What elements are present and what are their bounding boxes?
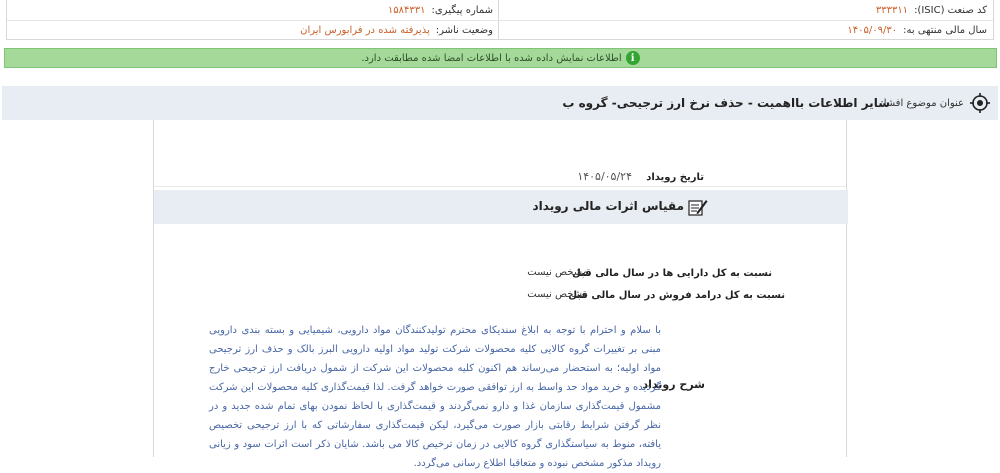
event-date-row	[152, 170, 846, 190]
info-table	[6, 0, 994, 40]
divider	[154, 186, 846, 187]
event-date-value: ۱۴۰۵/۰۵/۲۴	[577, 170, 632, 183]
fiscal-year-field	[499, 20, 987, 40]
tracking-number-field	[5, 0, 493, 20]
publisher-status-label: وضعیت ناشر:	[435, 24, 493, 36]
subject-title: سایر اطلاعات بااهمیت - حذف نرخ ارز ترجیحی- گروه ب	[562, 96, 890, 110]
event-panel	[153, 120, 847, 469]
fiscal-year-label: سال مالی منتهی به:	[903, 24, 987, 36]
industry-code-field	[499, 0, 987, 20]
revenue-ratio-label: نسبت به کل درامد فروش در سال مالی قبل	[568, 290, 785, 301]
impact-section-title: مقیاس اثرات مالی رویداد	[532, 199, 684, 213]
event-date-label: تاریخ رویداد	[646, 172, 704, 183]
verification-alert	[4, 48, 997, 68]
tracking-number-label: شماره پیگیری:	[431, 4, 493, 16]
fiscal-year-value: ۱۴۰۵/۰۹/۳۰	[847, 24, 898, 36]
assets-ratio-value: مشخص نیست	[527, 267, 588, 278]
industry-code-value: ۳۳۳۳۱۱	[875, 4, 909, 16]
description-label: شرح رویداد	[642, 378, 705, 391]
target-icon	[970, 93, 990, 113]
industry-code-label: کد صنعت (ISIC):	[914, 4, 987, 16]
description-text: با سلام و احترام با توجه به ابلاغ سندیکای محترم تولیدکنندگان مواد دارویی، شیمیایی و بسته بندی دارویی مبنی بر تغییرات گروه کالایی کلیه محصولات شرکت تولید مواد اولیه دارویی البرز بالک و حذف ارز ترجیحی مواد اولیه؛ به استحضار می‌رساند هم اکنون کلیه محصولات این شرکت از شمول دریافت ارز ترجیحی خارج گردیده و خرید مواد حد واسط به ارز توافقی صورت خواهد گرفت. لذا قیمت‌گذاری کلیه محصولات این شرکت مشمول قیمت‌گذاری سازمان غذا و دارو نمی‌گردند و قیمت‌گذاری با لحاظ نمودن بهای تمام شده جدید و در نظر گرفتن شرایط رقابتی بازار صورت می‌گیرد، لیکن قیمت‌گذاری سفارشاتی که با ارز ترجیحی تخصیص یافته، منوط به سیاستگذاری گروه کالایی در زمان ترخیص کالا می باشد. شایان ذکر است اثرات سود و زیانی رویداد مذکور مشخص نبوده و متعاقبا اطلاع رسانی می‌گردد.	[209, 325, 661, 469]
publisher-status-value: پذیرفته شده در فرابورس ایران	[300, 24, 430, 36]
publisher-status-field	[5, 20, 493, 40]
subject-bar	[2, 86, 998, 120]
tracking-number-value: ۱۵۸۴۳۳۱	[387, 4, 426, 16]
subject-label: عنوان موضوع افشا:	[880, 97, 964, 109]
impact-section-header	[154, 190, 848, 224]
alert-text: اطلاعات نمایش داده شده با اطلاعات امضا شده مطابقت دارد.	[361, 52, 622, 64]
edit-note-icon	[688, 198, 708, 216]
assets-ratio-label: نسبت به کل دارایی ها در سال مالی قبل	[572, 268, 772, 279]
info-icon: i	[626, 51, 640, 65]
revenue-ratio-value: مشخص نیست	[527, 289, 588, 300]
